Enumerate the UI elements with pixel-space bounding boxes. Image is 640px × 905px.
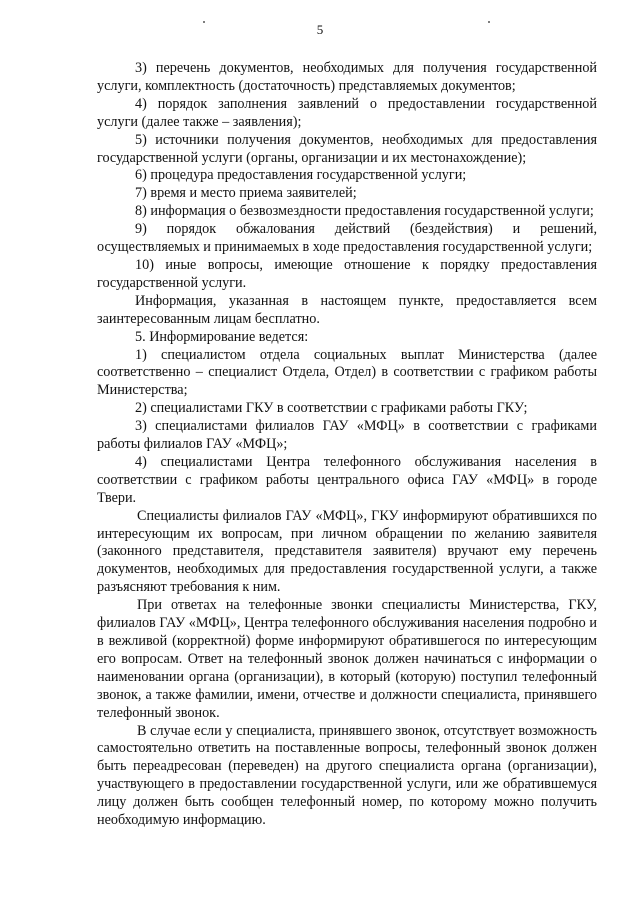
redirect-paragraph: В случае если у специалиста, принявшего звонок, отсутствует возможность самостоятельно ответить на поставленные вопросы, телефонный звонок должен быть переадресован (переведен) на другого специалиста органа (организации), участвующего в предоставлении государственной услуги, или же обратившемуся лицу должен быть сообщен телефонный номер, по которому можно получить необходимую информацию. — [97, 722, 597, 829]
list-item-10: 10) иные вопросы, имеющие отношение к порядку предоставления государственной услуги. — [97, 256, 597, 291]
list-item-6: 6) процедура предоставления государственной услуги; — [135, 167, 467, 184]
page-number: 5 — [316, 22, 324, 37]
list-item-3: 3) перечень документов, необходимых для получения государственной услуги, комплектность (достаточность) представляемых документов; — [97, 60, 597, 94]
section-5-item-4: 4) специалистами Центра телефонного обслуживания населения в соответствии с графиком работы центрального офиса ГАУ «МФЦ» в городе Твери. — [97, 453, 597, 506]
section-5-heading: 5. Информирование ведется: — [135, 328, 309, 345]
document-body — [97, 60, 597, 830]
phone-calls-paragraph: При ответах на телефонные звонки специалисты Министерства, ГКУ, филиалов ГАУ «МФЦ», Центра телефонного обслуживания населения подробно и в вежливой (корректной) форме информируют обратившегося по интересующим его вопросам. Ответ на телефонный звонок должен начинаться с информации о наименовании органа (организации), в который (которую) поступил телефонный звонок, а также фамилии, имени, отчестве и должности специалиста, принявшего телефонный звонок. — [97, 597, 597, 721]
list-item-4: 4) порядок заполнения заявлений о предоставлении государственной услуги (далее также – заявления); — [97, 95, 597, 130]
section-5-item-3: 3) специалистами филиалов ГАУ «МФЦ» в соответствии с графиками работы филиалов ГАУ «МФЦ»; — [97, 418, 597, 453]
specialists-paragraph: Специалисты филиалов ГАУ «МФЦ», ГКУ информируют обратившихся по интересующим их вопросам, при личном обращении по желанию заявителя (законного представителя, представителя заявителя) вручают ему перечень документов, необходимых для предоставления государственной услуги, а также разъясняют требования к ним. — [97, 507, 597, 596]
info-free-paragraph: Информация, указанная в настоящем пункте, предоставляется всем заинтересованным лицам бесплатно. — [97, 292, 597, 327]
list-item-9: 9) порядок обжалования действий (бездействия) и решений, осуществляемых и принимаемых в ходе предоставления государственной услуги; — [97, 221, 597, 256]
list-item-8: 8) информация о безвозмездности предоставления государственной услуги; — [135, 203, 594, 220]
list-item-7: 7) время и место приема заявителей; — [135, 185, 357, 202]
list-item-5: 5) источники получения документов, необходимых для предоставления государственной услуги (органы, организации и их местонахождение); — [97, 131, 597, 166]
section-5-item-2: 2) специалистами ГКУ в соответствии с графиками работы ГКУ; — [135, 400, 528, 417]
section-5-item-1: 1) специалистом отдела социальных выплат Министерства (далее соответственно – специалист Отдела, Отдел) в соответствии с графиком работы Министерства; — [97, 346, 597, 399]
